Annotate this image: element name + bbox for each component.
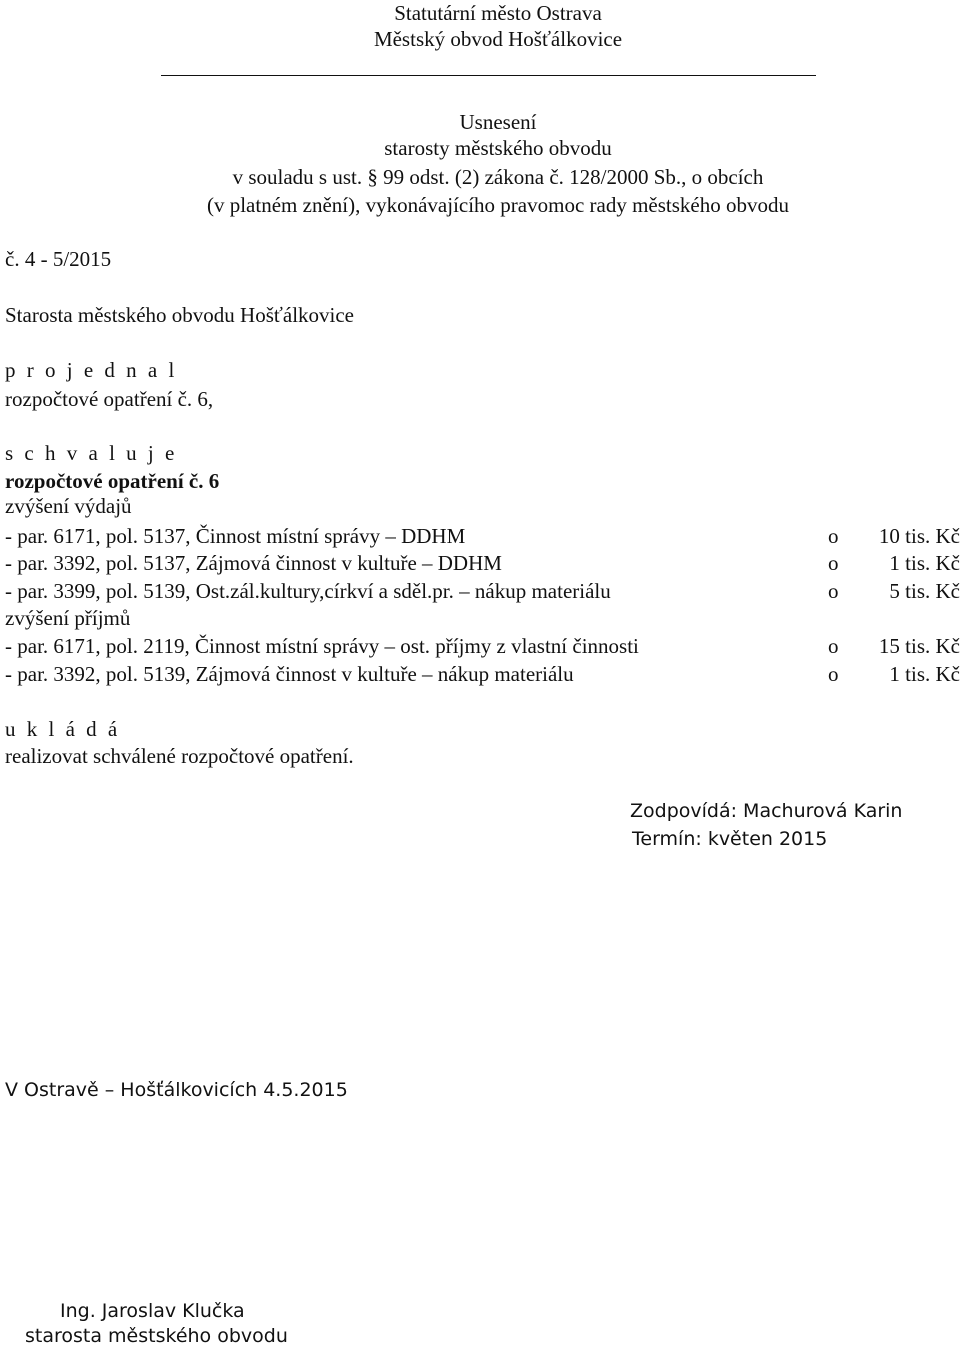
income-amount: 15 tis. Kč bbox=[878, 634, 960, 658]
expense-amount: 1 tis. Kč bbox=[889, 551, 960, 575]
income-o: o bbox=[828, 662, 839, 686]
expense-o: o bbox=[828, 579, 839, 603]
expense-amount: 5 tis. Kč bbox=[889, 579, 960, 603]
discussed-verb: p r o j e d n a l bbox=[5, 358, 178, 382]
expense-text: - par. 3392, pol. 5137, Zájmová činnost v kultuře – DDHM bbox=[5, 551, 502, 575]
income-o: o bbox=[828, 634, 839, 658]
doc-title: Usnesení bbox=[459, 110, 537, 134]
income-text: - par. 3392, pol. 5139, Zájmová činnost v kultuře – nákup materiálu bbox=[5, 662, 574, 686]
expense-row bbox=[5, 550, 960, 576]
place-date: V Ostravě – Hošťálkovicích 4.5.2015 bbox=[5, 1079, 348, 1101]
deadline: Termín: květen 2015 bbox=[632, 828, 828, 850]
doc-title-line3: v souladu s ust. § 99 odst. (2) zákona č. 128/2000 Sb., o obcích bbox=[232, 165, 764, 189]
header-city: Statutární město Ostrava bbox=[394, 1, 602, 25]
orders-verb: u k l á d á bbox=[5, 717, 121, 741]
signature-name: Ing. Jaroslav Klučka bbox=[60, 1300, 245, 1322]
income-row bbox=[5, 633, 960, 659]
resolution-number: č. 4 - 5/2015 bbox=[5, 247, 112, 271]
income-amount: 1 tis. Kč bbox=[889, 662, 960, 686]
expenses-heading: zvýšení výdajů bbox=[5, 494, 132, 518]
expense-o: o bbox=[828, 551, 839, 575]
approves-heading: rozpočtové opatření č. 6 bbox=[5, 469, 220, 493]
responsible-person: Zodpovídá: Machurová Karin bbox=[630, 800, 903, 822]
header-district: Městský obvod Hošťálkovice bbox=[373, 27, 623, 51]
doc-title-line4: (v platném znění), vykonávajícího pravomoc rady městského obvodu bbox=[206, 193, 789, 217]
expense-text: - par. 3399, pol. 5139, Ost.zál.kultury,církví a sděl.pr. – nákup materiálu bbox=[5, 579, 611, 603]
approves-verb: s c h v a l u j e bbox=[5, 441, 178, 465]
orders-text: realizovat schválené rozpočtové opatření. bbox=[5, 744, 354, 768]
header-divider bbox=[161, 75, 816, 76]
discussed-text: rozpočtové opatření č. 6, bbox=[5, 387, 214, 411]
income-heading: zvýšení příjmů bbox=[5, 606, 131, 630]
income-text: - par. 6171, pol. 2119, Činnost místní správy – ost. příjmy z vlastní činnosti bbox=[5, 634, 639, 658]
signature-role: starosta městského obvodu bbox=[25, 1325, 288, 1347]
subject: Starosta městského obvodu Hošťálkovice bbox=[5, 303, 355, 327]
expense-amount: 10 tis. Kč bbox=[878, 524, 960, 548]
expense-row bbox=[5, 578, 960, 604]
doc-title-line2: starosty městského obvodu bbox=[384, 136, 612, 160]
income-row bbox=[5, 661, 960, 687]
expense-text: - par. 6171, pol. 5137, Činnost místní správy – DDHM bbox=[5, 524, 466, 548]
expense-o: o bbox=[828, 524, 839, 548]
expense-row bbox=[5, 523, 960, 549]
